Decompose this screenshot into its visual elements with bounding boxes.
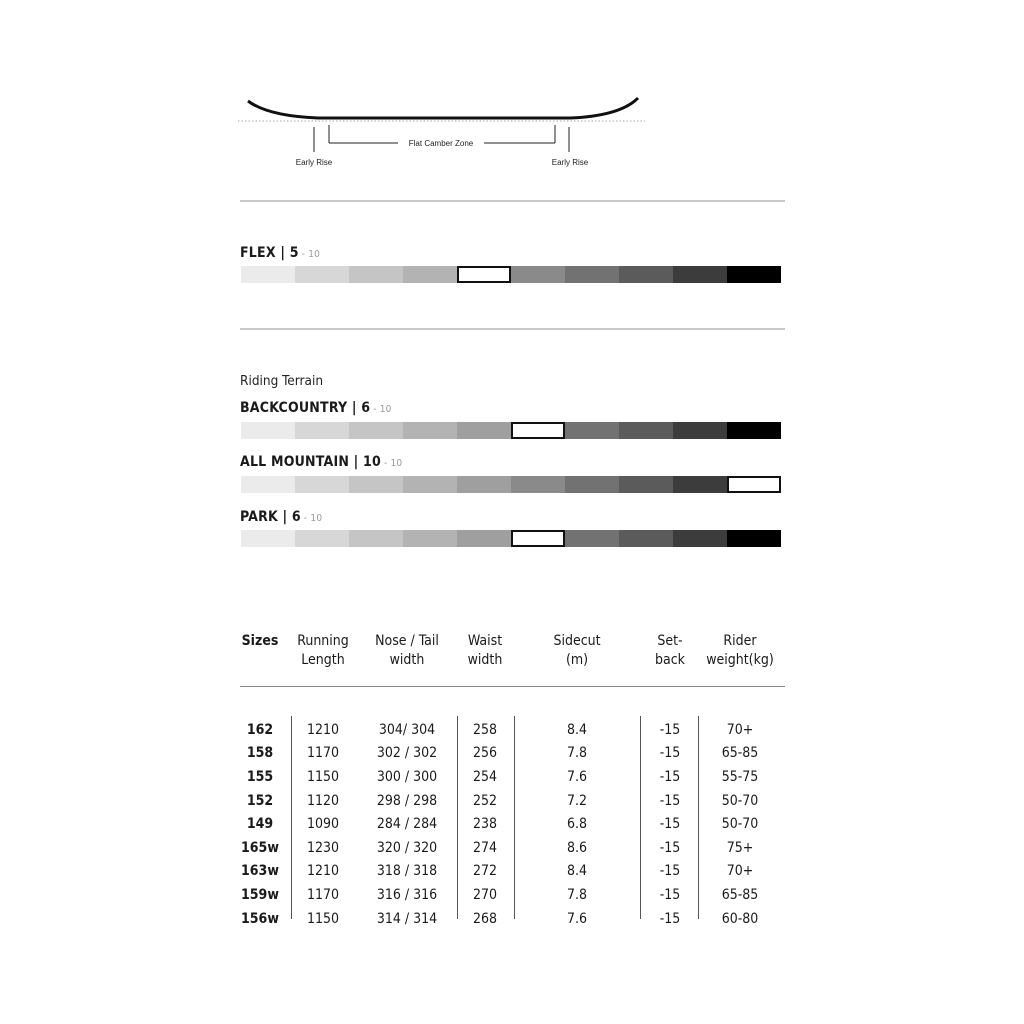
scale-segment-selected xyxy=(457,266,511,283)
table-cell: 298 / 298 xyxy=(376,792,438,809)
scale-segment-selected xyxy=(511,530,565,547)
flat-zone-label: Flat Camber Zone xyxy=(408,139,474,148)
backcountry-scale-max: - 10 xyxy=(373,404,392,415)
scale-segment xyxy=(457,530,511,547)
all-mountain-scale-bar xyxy=(241,476,781,493)
size-cell: 162 xyxy=(246,721,274,738)
table-cell: -15 xyxy=(659,886,681,903)
backcountry-label-text: BACKCOUNTRY | 6 xyxy=(240,400,371,416)
scale-segment xyxy=(295,476,349,493)
table-cell: 314 / 314 xyxy=(376,910,438,927)
column-header xyxy=(640,632,700,689)
scale-segment xyxy=(295,266,349,283)
scale-segment xyxy=(403,530,457,547)
size-cell: 156w xyxy=(241,910,279,927)
table-cell: 1150 xyxy=(306,910,340,927)
column-header-line: (m) xyxy=(565,652,589,668)
scale-segment xyxy=(511,266,565,283)
size-cell: 163w xyxy=(241,863,279,880)
table-cell: 238 xyxy=(472,816,498,833)
scale-segment xyxy=(727,530,781,547)
table-cell: 1120 xyxy=(306,792,340,809)
table-cell: -15 xyxy=(659,792,681,809)
table-cell: 302 / 302 xyxy=(376,745,438,762)
table-cell: 7.6 xyxy=(566,768,588,785)
all-mountain-label xyxy=(240,454,402,470)
size-cell: 155 xyxy=(246,768,274,785)
table-cell: 254 xyxy=(472,768,498,785)
table-cell: 316 / 316 xyxy=(376,886,438,903)
column-header xyxy=(514,632,640,689)
table-cell: 284 / 284 xyxy=(376,816,438,833)
column-header-line: back xyxy=(655,652,685,668)
scale-segment xyxy=(241,530,295,547)
table-cell: 270 xyxy=(472,886,498,903)
table-cell: 7.8 xyxy=(566,745,588,762)
table-cell: 60-80 xyxy=(721,910,759,927)
scale-segment xyxy=(241,266,295,283)
column-divider xyxy=(457,716,458,919)
column-header-line: Running xyxy=(297,633,349,649)
scale-segment xyxy=(565,476,619,493)
table-cell: 268 xyxy=(472,910,498,927)
table-cell: 55-75 xyxy=(721,768,759,785)
size-cell: 159w xyxy=(241,886,279,903)
divider xyxy=(240,328,785,330)
scale-segment xyxy=(511,476,565,493)
column-header-line: weight(kg) xyxy=(706,652,774,668)
column-header-line: Length xyxy=(301,652,345,668)
scale-segment xyxy=(619,422,673,439)
table-cell: 274 xyxy=(472,839,498,856)
table-cell: 1090 xyxy=(306,816,340,833)
scale-segment xyxy=(241,476,295,493)
scale-segment xyxy=(349,422,403,439)
all-mountain-scale-max: - 10 xyxy=(383,458,403,469)
table-cell: 8.4 xyxy=(566,721,588,738)
riding-terrain-title: Riding Terrain xyxy=(240,373,324,389)
size-cell: 152 xyxy=(246,792,274,809)
table-cell: -15 xyxy=(659,721,681,738)
table-cell: 1210 xyxy=(306,721,340,738)
table-cell: 75+ xyxy=(726,839,754,856)
scale-segment xyxy=(403,266,457,283)
scale-segment xyxy=(673,530,727,547)
table-cell: 1150 xyxy=(306,768,340,785)
all-mountain-label-text: ALL MOUNTAIN | 10 xyxy=(240,454,381,470)
column-header-line: width xyxy=(389,652,425,668)
scale-segment xyxy=(565,422,619,439)
column-header xyxy=(358,632,456,689)
scale-segment-selected xyxy=(511,422,565,439)
table-cell: 8.4 xyxy=(566,863,588,880)
scale-segment xyxy=(565,266,619,283)
column-header xyxy=(232,632,288,689)
scale-segment xyxy=(349,476,403,493)
column-divider xyxy=(291,716,292,919)
park-label xyxy=(240,509,322,525)
table-cell: 70+ xyxy=(726,721,754,738)
board-profile-diagram xyxy=(0,0,1024,180)
scale-segment xyxy=(457,422,511,439)
table-header-divider xyxy=(240,686,785,687)
table-cell: 7.2 xyxy=(566,792,588,809)
table-cell: 8.6 xyxy=(566,839,588,856)
column-header-line: Sizes xyxy=(241,633,279,649)
table-cell: 1170 xyxy=(306,886,340,903)
flex-scale-max: - 10 xyxy=(301,249,321,260)
scale-segment xyxy=(349,530,403,547)
scale-segment xyxy=(673,422,727,439)
scale-segment xyxy=(241,422,295,439)
specs-header-row xyxy=(232,632,780,689)
scale-segment xyxy=(673,476,727,493)
early-rise-left-label: Early Rise xyxy=(295,158,333,167)
table-cell: -15 xyxy=(659,768,681,785)
scale-segment xyxy=(295,530,349,547)
table-cell: 7.8 xyxy=(566,886,588,903)
table-cell: 304/ 304 xyxy=(378,721,436,738)
scale-segment xyxy=(349,266,403,283)
table-cell: 65-85 xyxy=(721,745,759,762)
column-divider xyxy=(698,716,699,919)
park-label-text: PARK | 6 xyxy=(240,509,301,525)
divider xyxy=(240,200,785,202)
table-cell: -15 xyxy=(659,745,681,762)
scale-segment xyxy=(403,422,457,439)
table-cell: 258 xyxy=(472,721,498,738)
backcountry-scale-bar xyxy=(241,422,781,439)
table-cell: 65-85 xyxy=(721,886,759,903)
table-cell: 272 xyxy=(472,863,498,880)
column-header-line: width xyxy=(467,652,503,668)
column-header-line: Rider xyxy=(723,633,757,649)
table-cell: 50-70 xyxy=(721,792,759,809)
column-header-line: Waist xyxy=(467,633,503,649)
backcountry-label xyxy=(240,400,392,416)
column-header xyxy=(700,632,780,689)
scale-segment xyxy=(295,422,349,439)
table-cell: 320 / 320 xyxy=(376,839,438,856)
table-cell: 6.8 xyxy=(566,816,588,833)
flex-scale-bar xyxy=(241,266,781,283)
scale-segment xyxy=(619,530,673,547)
size-cell: 158 xyxy=(246,745,274,762)
scale-segment xyxy=(673,266,727,283)
scale-segment xyxy=(727,266,781,283)
table-cell: 256 xyxy=(472,745,498,762)
size-cell: 165w xyxy=(241,839,279,856)
size-cell: 149 xyxy=(246,816,274,833)
table-cell: 7.6 xyxy=(566,910,588,927)
board-profile-curve xyxy=(248,98,638,118)
scale-segment xyxy=(727,422,781,439)
scale-segment xyxy=(457,476,511,493)
column-header xyxy=(456,632,514,689)
table-cell: 252 xyxy=(472,792,498,809)
table-cell: -15 xyxy=(659,816,681,833)
table-spacer xyxy=(232,689,780,718)
scale-segment-selected xyxy=(727,476,781,493)
table-cell: 1230 xyxy=(306,839,340,856)
scale-segment xyxy=(403,476,457,493)
column-header-line: Set- xyxy=(657,633,683,649)
column-divider xyxy=(514,716,515,919)
park-scale-bar xyxy=(241,530,781,547)
scale-segment xyxy=(619,476,673,493)
table-cell: 50-70 xyxy=(721,816,759,833)
table-cell: -15 xyxy=(659,839,681,856)
table-cell: -15 xyxy=(659,910,681,927)
table-cell: 318 / 318 xyxy=(376,863,438,880)
scale-segment xyxy=(619,266,673,283)
table-cell: -15 xyxy=(659,863,681,880)
park-scale-max: - 10 xyxy=(303,513,323,524)
flex-label-text: FLEX | 5 xyxy=(240,245,299,261)
column-header-line: Sidecut xyxy=(553,633,601,649)
scale-segment xyxy=(565,530,619,547)
early-rise-right-label: Early Rise xyxy=(551,158,589,167)
column-header xyxy=(288,632,358,689)
flex-label xyxy=(240,245,320,261)
table-cell: 1170 xyxy=(306,745,340,762)
table-cell: 1210 xyxy=(306,863,340,880)
column-header-line: Nose / Tail xyxy=(375,633,439,649)
table-cell: 300 / 300 xyxy=(376,768,438,785)
table-cell: 70+ xyxy=(726,863,754,880)
column-divider xyxy=(640,716,641,919)
